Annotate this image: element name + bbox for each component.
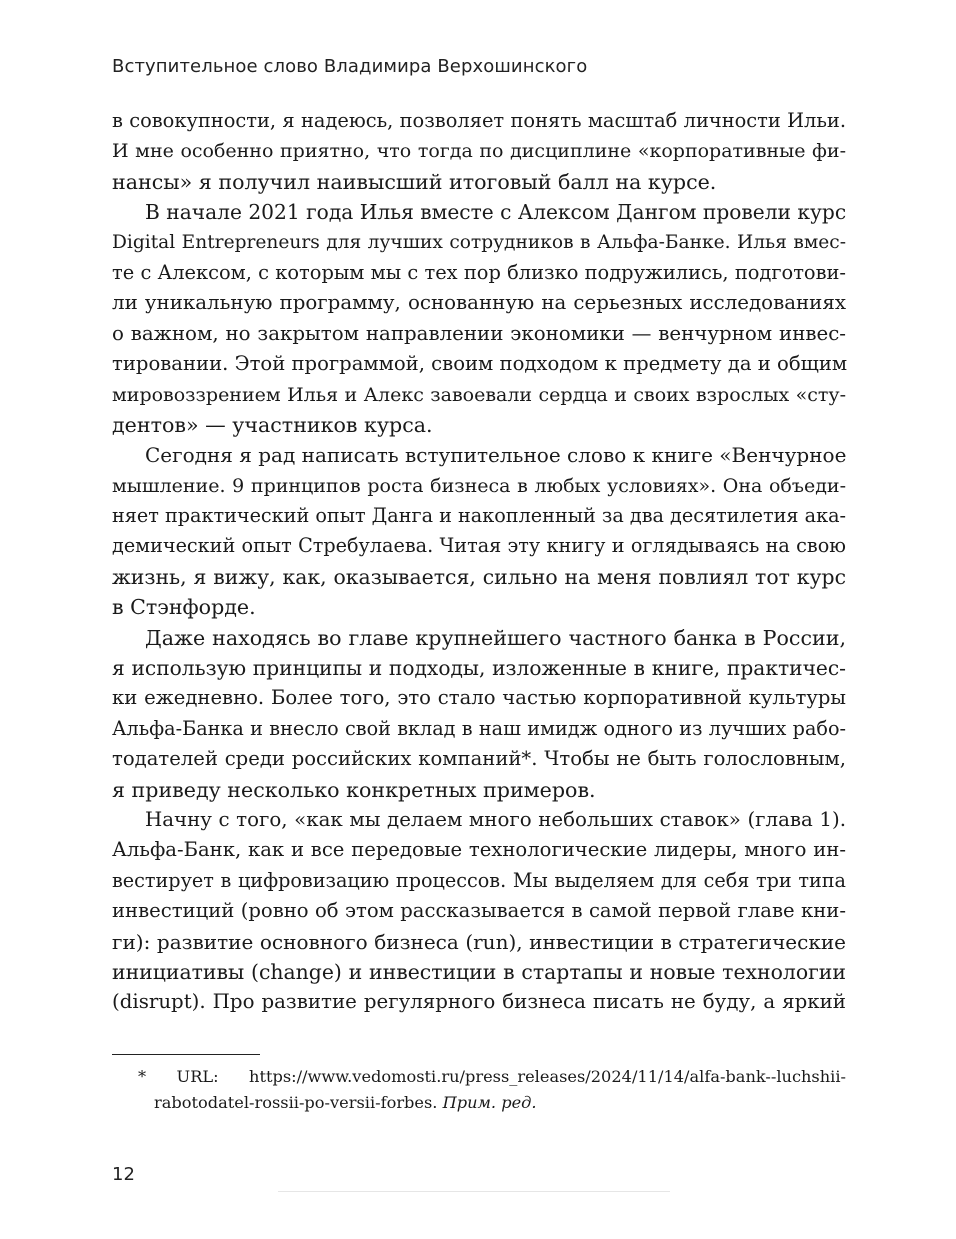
footnote-line: * URL: https://www.vedomosti.ru/press_releases/2024/11/14/alfa-bank--luchshii- <box>138 1067 846 1086</box>
text-line: мышление. 9 принципов роста бизнеса в любых условиях». Она объеди- <box>112 474 846 497</box>
text-line: Сегодня я рад написать вступительное слово к книге «Венчурное <box>145 443 847 468</box>
text-line: в совокупности, я надеюсь, позволяет понять масштаб личности Ильи. <box>112 109 846 132</box>
text-line: (disrupt). Про развитие регулярного бизнеса писать не буду, а яркий <box>112 990 846 1014</box>
text-line: тодателей среди российских компаний*. Чтобы не быть голословным, <box>112 747 846 771</box>
editor-note: Прим. ред. <box>442 1093 537 1112</box>
text-line: ли уникальную программу, основанную на серьезных исследованиях <box>112 291 846 315</box>
text-line: Digital Entrepreneurs для лучших сотрудников в Альфа-Банке. Илья вмес- <box>112 231 846 253</box>
text-line: вестирует в цифровизацию процессов. Мы выделяем для себя три типа <box>112 868 846 892</box>
text-line: нансы» я получил наивысший итоговый балл на курсе. <box>112 169 717 194</box>
page-number: 12 <box>112 1164 135 1185</box>
text-line: ги): развитие основного бизнеса (run), инвестиции в стратегические <box>112 929 846 954</box>
text-line: о важном, но закрытом направлении экономики — венчурном инвес- <box>112 321 846 345</box>
text-line: те с Алексом, с которым мы с тех пор близко подружились, подготови- <box>112 260 846 284</box>
text-line: И мне особенно приятно, что тогда по дисциплине «корпоративные фи- <box>112 140 846 163</box>
footnote-url-tail: rabotodatel-rossii-po-versii-forbes. <box>154 1093 443 1112</box>
text-line: Начну с того, «как мы делаем много небольших ставок» (глава 1). <box>145 807 846 831</box>
text-line: инициативы (change) и инвестиции в стартапы и новые технологии <box>112 959 846 984</box>
footnote <box>112 1064 846 1116</box>
text-line: ки ежедневно. Более того, это стало частью корпоративной культуры <box>112 686 846 710</box>
text-line: тировании. Этой программой, своим подходом к предмету да и общим <box>112 352 848 376</box>
text-line: В начале 2021 года Илья вместе с Алексом Дангом провели курс <box>145 200 847 225</box>
bottom-divider <box>278 1191 670 1192</box>
text-line: в Стэнфорде. <box>112 595 256 620</box>
text-line: жизнь, я вижу, как, оказывается, сильно на меня повлиял тот курс <box>112 564 846 589</box>
text-line: Альфа-Банк, как и все передовые технологические лидеры, много ин- <box>112 838 846 862</box>
body-text <box>112 106 846 1018</box>
text-line: я использую принципы и подходы, изложенные в книге, практичес- <box>112 656 846 681</box>
footnote-divider <box>112 1054 260 1055</box>
text-line: инвестиций (ровно об этом рассказывается в самой первой главе кни- <box>112 899 846 923</box>
text-line: няет практический опыт Данга и накопленный за два десятилетия ака- <box>112 504 846 528</box>
running-head: Вступительное слово Владимира Верхошинского <box>112 56 588 77</box>
text-line: я приведу несколько конкретных примеров. <box>112 777 596 802</box>
footnote-line <box>112 1090 846 1116</box>
text-line: мировоззрением Илья и Алекс завоевали сердца и своих взрослых «сту- <box>112 383 846 406</box>
text-line: Даже находясь во главе крупнейшего частного банка в России, <box>145 625 846 650</box>
text-line: демический опыт Стребулаева. Читая эту книгу и оглядываясь на свою <box>112 534 846 558</box>
text-line: дентов» — участников курса. <box>112 412 433 437</box>
text-line: Альфа-Банка и внесло свой вклад в наш имидж одного из лучших рабо- <box>112 716 846 740</box>
